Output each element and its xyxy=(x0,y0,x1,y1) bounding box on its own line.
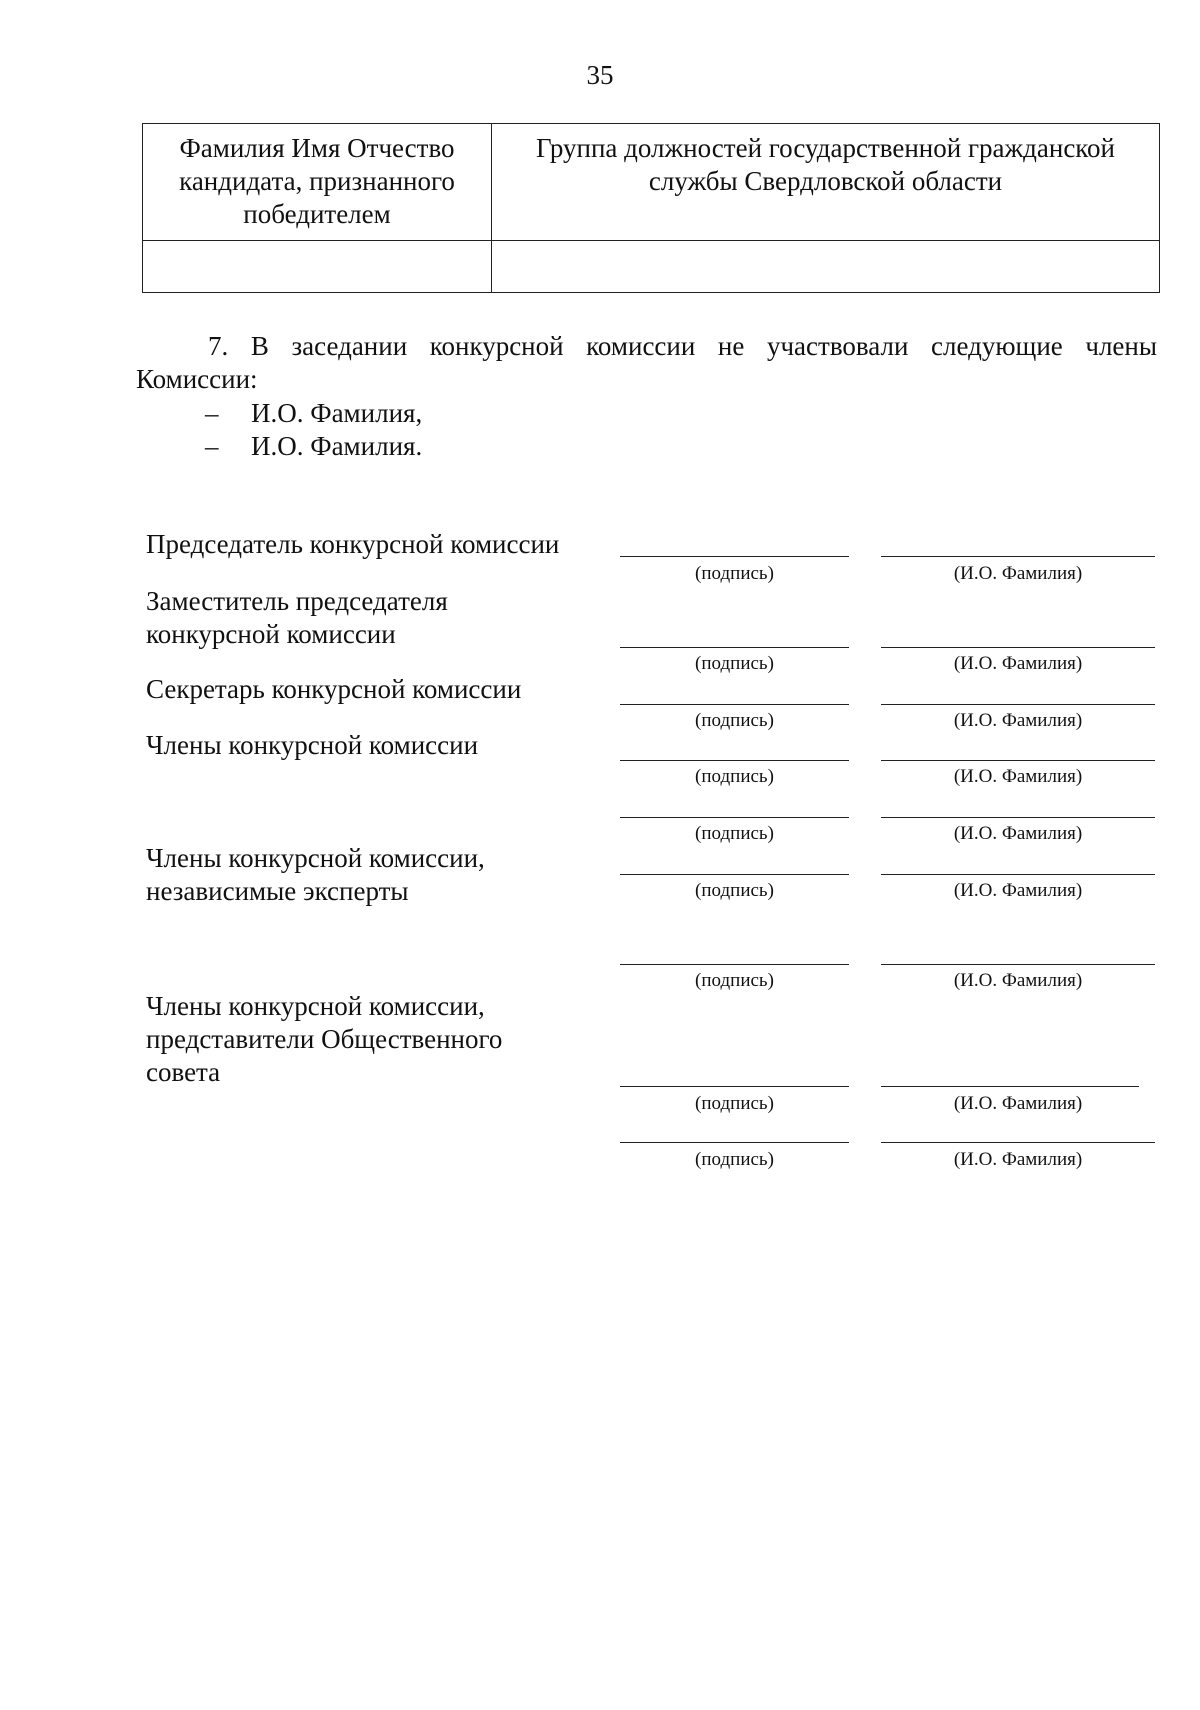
signature-line xyxy=(620,817,849,818)
role-label-chairman: Председатель конкурсной комиссии xyxy=(146,529,560,559)
signature-line xyxy=(620,874,849,875)
name-caption: (И.О. Фамилия) xyxy=(953,970,1083,991)
name-caption: (И.О. Фамилия) xyxy=(953,766,1083,787)
signature-line xyxy=(620,556,849,557)
signature-caption: (подпись) xyxy=(695,766,774,787)
absent-members-list xyxy=(205,397,422,463)
name-caption: (И.О. Фамилия) xyxy=(953,563,1083,584)
name-line xyxy=(881,874,1155,875)
signature-caption: (подпись) xyxy=(695,710,774,731)
name-line xyxy=(881,1142,1155,1143)
absent-member-name: И.О. Фамилия, xyxy=(251,398,423,428)
signature-line xyxy=(620,1142,849,1143)
signature-caption: (подпись) xyxy=(695,1149,774,1170)
table-cell-position-group xyxy=(492,241,1160,293)
signature-caption: (подпись) xyxy=(695,1093,774,1114)
column-header-position-group: Группа должностей государственной гражданской службы Свердловской области xyxy=(492,124,1160,241)
page-number: 35 xyxy=(586,60,614,90)
name-caption: (И.О. Фамилия) xyxy=(953,710,1083,731)
column-header-candidate: Фамилия Имя Отчество кандидата, признанного победителем xyxy=(143,124,492,241)
name-caption: (И.О. Фамилия) xyxy=(953,653,1083,674)
name-caption: (И.О. Фамилия) xyxy=(953,1093,1083,1114)
signature-line xyxy=(620,647,849,648)
signature-line xyxy=(620,760,849,761)
signature-caption: (подпись) xyxy=(695,563,774,584)
name-caption: (И.О. Фамилия) xyxy=(953,1149,1083,1170)
role-label-public-council: Члены конкурсной комиссии, представители Общественного совета xyxy=(146,991,503,1087)
signature-caption: (подпись) xyxy=(695,880,774,901)
name-line xyxy=(881,647,1155,648)
signature-line xyxy=(620,964,849,965)
signature-line xyxy=(620,704,849,705)
name-caption: (И.О. Фамилия) xyxy=(953,823,1083,844)
signature-line xyxy=(620,1086,849,1087)
signature-caption: (подпись) xyxy=(695,970,774,991)
name-line xyxy=(881,1086,1139,1087)
list-item xyxy=(205,397,422,430)
table-row xyxy=(143,241,1160,293)
absent-member-name: И.О. Фамилия. xyxy=(251,431,423,461)
signature-caption: (подпись) xyxy=(695,653,774,674)
dash-marker: – xyxy=(205,398,219,428)
list-item xyxy=(205,430,422,463)
role-label-members: Члены конкурсной комиссии xyxy=(146,730,479,760)
name-caption: (И.О. Фамилия) xyxy=(953,880,1083,901)
winner-table xyxy=(142,123,1160,293)
table-cell-candidate xyxy=(143,241,492,293)
role-label-independent-experts: Члены конкурсной комиссии, независимые эксперты xyxy=(146,843,485,906)
item-7-paragraph: 7. В заседании конкурсной комиссии не участвовали следующие члены Комиссии: xyxy=(136,331,1157,394)
table-header-row xyxy=(143,124,1160,241)
role-label-secretary: Секретарь конкурсной комиссии xyxy=(146,674,522,704)
name-line xyxy=(881,760,1155,761)
name-line xyxy=(881,556,1155,557)
dash-marker: – xyxy=(205,431,219,461)
name-line xyxy=(881,817,1155,818)
name-line xyxy=(881,964,1155,965)
name-line xyxy=(881,704,1155,705)
role-label-deputy-chairman: Заместитель председателя конкурсной комиссии xyxy=(146,586,448,649)
signature-caption: (подпись) xyxy=(695,823,774,844)
